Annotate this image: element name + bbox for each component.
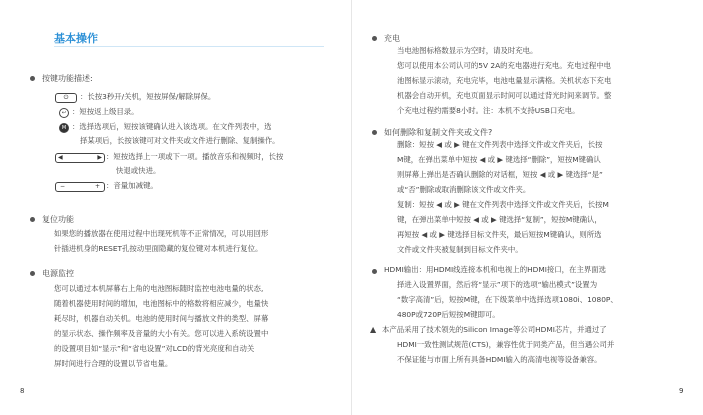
page-number-right: 9	[679, 387, 684, 395]
battery-desc-2: 随着机器使用时间的增加，电池图标中的格数将相应减少，电量快	[54, 299, 269, 308]
right-arrow-icon: ▶	[97, 154, 102, 161]
battery-desc-6: 屏时间进行合理的设置以节省电量。	[54, 359, 173, 368]
delete-desc-3: 则屏幕上弹出是否确认删除的对话框，短按 ◀ 或 ▶ 键选择“是”	[397, 170, 603, 179]
charge-desc-1: 当电池图标格数显示为空时，请及时充电。	[397, 46, 538, 55]
charge-desc-3: 池图标显示滚动，充电完毕，电池电量显示满格。关机状态下充电	[397, 76, 612, 85]
hdmi-desc-3: “数字高清”后，短按M键，在下级菜单中选择选项1080i、1080P、	[397, 295, 618, 304]
power-key-icon: ⏻	[55, 93, 77, 103]
lr-key-icon	[55, 153, 105, 163]
delete-desc-4: 或“否”删除或取消删除该文件或文件夹。	[397, 185, 531, 194]
hdmi-desc-1: HDMI输出：用HDMI线连接本机和电视上的HDMI接口，在主界面选	[384, 265, 607, 274]
left-arrow-icon: ◀	[58, 154, 63, 161]
copy-desc-4: 文件或文件夹被复制到目标文件夹中。	[397, 245, 523, 254]
note-desc-3: 不保证能与市面上所有具备HDMI输入的高清电视等设备兼容。	[397, 355, 602, 364]
battery-desc-3: 耗尽时，机器自动关机。电池的使用时间与播放文件的类型、屏幕	[54, 314, 269, 323]
volume-plus-icon: +	[94, 183, 100, 190]
battery-heading: 电源监控	[42, 269, 74, 278]
delete-heading: 如何删除和复制文件夹或文件?	[384, 128, 493, 137]
battery-desc-5: 的设置项目如“显示”和“省电设置”对LCD的背光亮度和自动关	[54, 344, 255, 353]
volume-minus-icon: −	[60, 183, 66, 190]
copy-desc-2: 键，在弹出菜单中短按 ◀ 或 ▶ 键选择“复制”，短按M键确认，	[397, 215, 602, 224]
power-key-desc: ：长按3秒开/关机，短按屏保/解除屏保。	[80, 92, 216, 101]
bullet-icon	[30, 76, 35, 81]
bullet-icon	[372, 36, 377, 41]
bullet-icon	[372, 130, 377, 135]
title-rule	[54, 46, 324, 47]
back-key-icon: ↩	[59, 108, 69, 118]
charge-desc-2: 您可以使用本公司认可的5V 2A的充电器进行充电。充电过程中电	[397, 61, 612, 70]
hdmi-desc-2: 择进入设置界面，然后将“显示”项下的选项“输出模式”设置为	[397, 280, 598, 289]
back-key-desc: ：短按返上级目录。	[72, 107, 139, 116]
lr-key-desc-1: ：短按选择上一项或下一项。播放音乐和视频时，长按	[106, 152, 284, 161]
copy-desc-1: 复制：短按 ◀ 或 ▶ 键在文件列表中选择文件或文件夹后，长按M	[397, 200, 609, 209]
charge-desc-4: 机器会自动开机，充电页面显示时间可以通过背光时间来调节。整	[397, 91, 612, 100]
warning-icon: ▲	[370, 325, 377, 334]
delete-desc-1: 删除：短按 ◀ 或 ▶ 键在文件列表中选择文件或文件夹后，长按	[397, 140, 603, 149]
hdmi-desc-4: 480P或720P后短按M键即可。	[397, 310, 500, 319]
bullet-icon	[30, 217, 35, 222]
buttons-heading: 按键功能描述:	[42, 74, 93, 83]
left-page	[0, 0, 351, 415]
note-desc-1: 本产品采用了技术领先的Silicon Image等公司HDMI芯片，并通过了	[382, 325, 607, 334]
page-number-left: 8	[20, 387, 25, 395]
copy-desc-3: 再短按 ◀ 或 ▶ 键选择目标文件夹，最后短按M键确认，则所选	[397, 230, 602, 239]
menu-key-desc-2: 择某项后，长按该键可对文件夹或文件进行删除、复制操作。	[80, 136, 280, 145]
menu-key-icon: M	[59, 123, 69, 133]
charge-desc-5: 个充电过程约需要8小时。注：本机不支持USB口充电。	[397, 106, 580, 115]
charge-heading: 充电	[384, 34, 400, 43]
reset-desc-1: 如果您的播放器在使用过程中出现死机等不正常情况，可以用回形	[54, 229, 269, 238]
reset-desc-2: 针插进机身的RESET孔按动里面隐藏的复位键对本机进行复位。	[54, 244, 263, 253]
reset-heading: 复位功能	[42, 215, 74, 224]
volume-key-desc: ：音量加减键。	[106, 181, 158, 190]
volume-key-icon	[55, 182, 105, 192]
bullet-icon	[372, 269, 377, 274]
delete-desc-2: M键，在弹出菜单中短按 ◀ 或 ▶ 键选择“删除”，短按M键确认	[397, 155, 601, 164]
battery-desc-1: 您可以通过本机屏幕右上角的电池图标随时监控电池电量的状态,	[54, 284, 264, 293]
battery-desc-4: 的显示状态、操作频率及音量的大小有关。您可以进入系统设置中	[54, 329, 269, 338]
note-desc-2: HDMI一致性测试规范(CTS)，兼容性优于同类产品，但当遇公司并	[397, 340, 615, 349]
bullet-icon	[30, 271, 35, 276]
page-title: 基本操作	[54, 32, 98, 45]
menu-key-desc-1: ：选择选项后，短按该键确认进入该选项。在文件列表中，选	[72, 122, 272, 131]
right-page	[352, 0, 703, 415]
lr-key-desc-2: 快退或快进。	[116, 166, 161, 175]
